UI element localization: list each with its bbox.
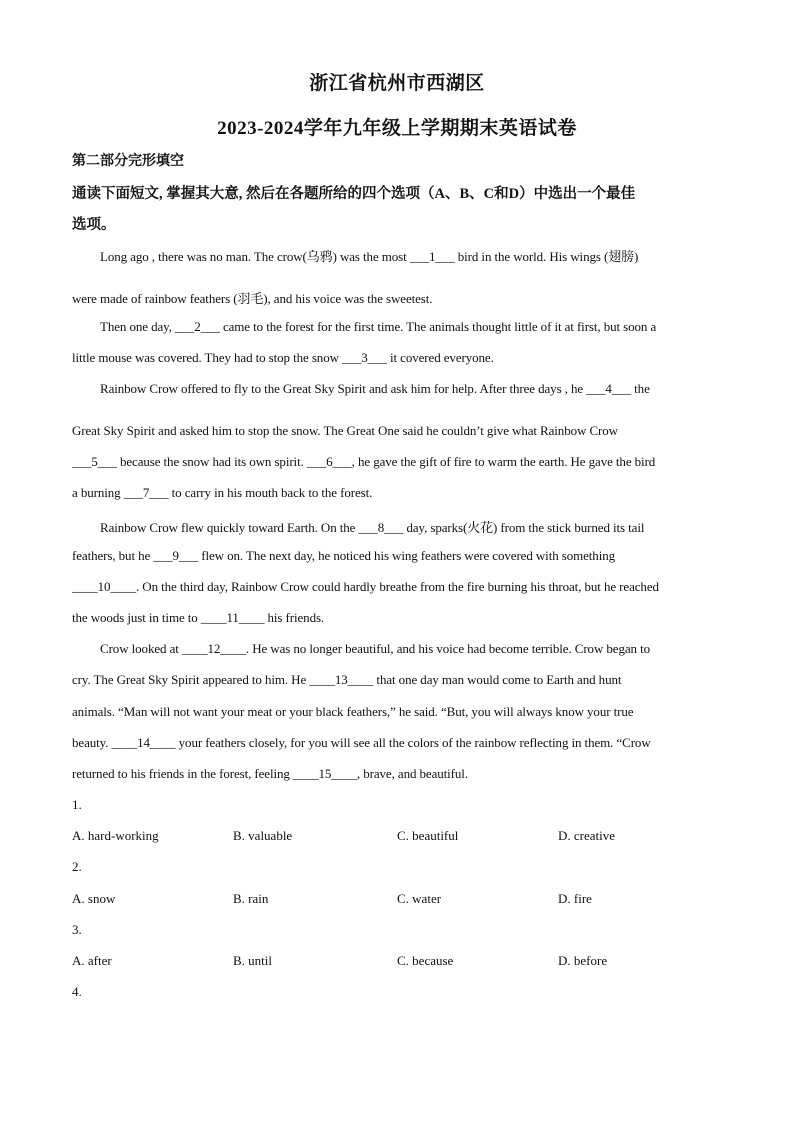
passage-line: little mouse was covered. They had to stop the snow ___3___ it covered everyone. xyxy=(72,350,494,365)
passage-line: Long ago , there was no man. The crow(乌鸦) was the most ___1___ bird in the world. His wings (翅膀) xyxy=(100,249,639,264)
option-b[interactable]: B. valuable xyxy=(233,828,293,843)
option-d[interactable]: D. creative xyxy=(558,828,616,843)
option-a[interactable]: A. snow xyxy=(72,891,116,906)
option-b[interactable]: B. rain xyxy=(233,891,269,906)
passage-line: were made of rainbow feathers (羽毛), and his voice was the sweetest. xyxy=(72,291,433,306)
passage-line: Rainbow Crow offered to fly to the Great Sky Spirit and ask him for help. After three days , he ___4___ the xyxy=(100,381,650,396)
passage-line: Rainbow Crow flew quickly toward Earth. On the ___8___ day, sparks(火花) from the stick burned its tail xyxy=(100,520,645,535)
instruction-line-1: 通读下面短文, 掌握其大意, 然后在各题所给的四个选项（A、B、C和D）中选出一个最佳 xyxy=(72,186,636,202)
option-c[interactable]: C. because xyxy=(397,953,454,968)
passage-line: ___5___ because the snow had its own spirit. ___6___, he gave the gift of fire to warm the earth. He gave the bird xyxy=(72,454,656,469)
question-number: 4. xyxy=(72,984,82,999)
option-a[interactable]: A. after xyxy=(72,953,112,968)
passage-line: Then one day, ___2___ came to the forest for the first time. The animals thought little of it at first, but soon a xyxy=(100,319,657,334)
passage-line: ____10____. On the third day, Rainbow Crow could hardly breathe from the fire burning his throat, but he reached xyxy=(72,579,659,594)
passage-line: animals. “Man will not want your meat or your black feathers,” he said. “But, you will always know your true xyxy=(72,704,634,719)
option-b[interactable]: B. until xyxy=(233,953,273,968)
passage-line: the woods just in time to ____11____ his friends. xyxy=(72,610,325,625)
passage-line: a burning ___7___ to carry in his mouth back to the forest. xyxy=(72,485,373,500)
passage-line: Crow looked at ____12____. He was no longer beautiful, and his voice had become terrible. Crow began to xyxy=(100,641,651,656)
option-d[interactable]: D. fire xyxy=(558,891,592,906)
passage-line: beauty. ____14____ your feathers closely, for you will see all the colors of the rainbow reflecting in them. “Crow xyxy=(72,735,651,750)
question-number: 2. xyxy=(72,859,82,874)
question-number: 1. xyxy=(72,797,82,812)
question-number: 3. xyxy=(72,922,82,937)
section-heading: 第二部分完形填空 xyxy=(72,154,184,169)
passage-line: returned to his friends in the forest, feeling ____15____, brave, and beautiful. xyxy=(72,766,468,781)
option-d[interactable]: D. before xyxy=(558,953,608,968)
instruction-line-2: 选项。 xyxy=(72,217,116,233)
option-a[interactable]: A. hard-working xyxy=(72,828,159,843)
exam-title: 2023-2024学年九年级上学期期末英语试卷 xyxy=(217,118,577,139)
exam-title-region: 浙江省杭州市西湖区 xyxy=(309,73,485,94)
passage-line: cry. The Great Sky Spirit appeared to him. He ____13____ that one day man would come to Earth and hunt xyxy=(72,672,622,687)
passage-line: Great Sky Spirit and asked him to stop the snow. The Great One said he couldn’t give what Rainbow Crow xyxy=(72,423,618,438)
option-c[interactable]: C. beautiful xyxy=(397,828,459,843)
option-c[interactable]: C. water xyxy=(397,891,442,906)
passage-line: feathers, but he ___9___ flew on. The next day, he noticed his wing feathers were covered with something xyxy=(72,548,616,563)
